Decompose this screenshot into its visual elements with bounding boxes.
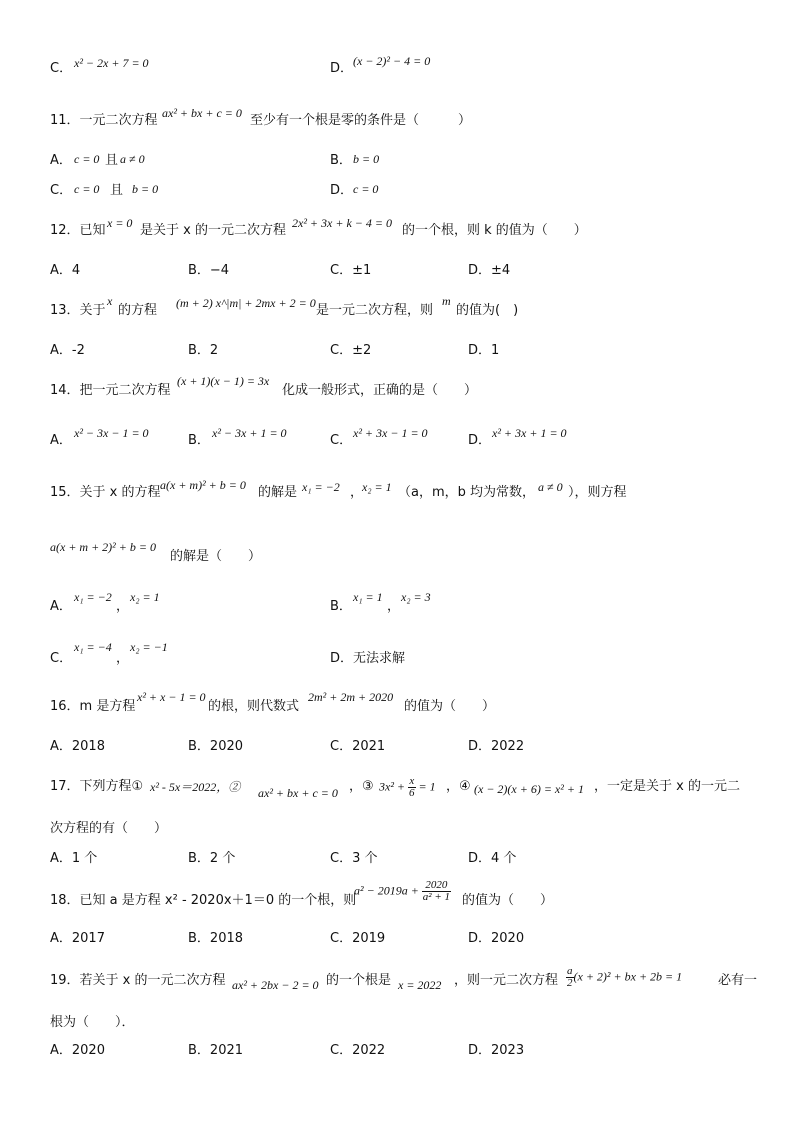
- q12-stem: 12．已知: [50, 223, 106, 238]
- q14-option-b-label: B．: [188, 433, 210, 448]
- q19-fraction: [566, 966, 574, 989]
- q11-option-d-expr: c = 0: [353, 182, 379, 196]
- q18-fraction-num: 2020: [422, 880, 451, 892]
- q18-question: 的值为（ ）: [462, 893, 554, 908]
- q15-option-c-comma: ，: [116, 651, 130, 666]
- q13-var-x: x: [107, 294, 113, 308]
- q19-option-c: C．2022: [330, 1043, 386, 1058]
- q15-tail: ），则方程: [568, 485, 627, 500]
- q12-option-c: C．±1: [330, 263, 372, 278]
- q12-mid: 是关于 x 的一元二次方程: [140, 223, 286, 238]
- q11-question: 至少有一个根是零的条件是（ ）: [250, 113, 472, 128]
- q11-option-c-and: 且: [110, 183, 124, 198]
- q14-equation: (x + 1)(x − 1) = 3x: [177, 374, 270, 388]
- q15-line2-equation: a(x + m + 2)² + b = 0: [50, 540, 156, 554]
- q19-mid: 的一个根是: [326, 973, 392, 988]
- q12-option-d: D．±4: [468, 263, 511, 278]
- q16-option-c: C．2021: [330, 739, 386, 754]
- q17-eq3-part-a: 3x² +: [379, 779, 409, 794]
- q15-option-b-label: B．: [330, 599, 352, 614]
- q18-expression: [354, 880, 451, 903]
- q13-option-b: B．2: [188, 343, 219, 358]
- q15-option-a-v1: x₁ = −2: [74, 590, 112, 604]
- q16-option-a: A．2018: [50, 739, 105, 754]
- q15-option-b-v2: x₂ = 3: [401, 590, 431, 604]
- q15-option-a-comma: ，: [116, 599, 130, 614]
- q15-comma: ，: [350, 485, 364, 500]
- q17-eq3-fraction: [408, 776, 416, 799]
- q15-option-c-label: C．: [50, 651, 73, 666]
- q13-tail2: 的值为( ): [456, 303, 519, 318]
- q13-equation: (m + 2) x^|m| + 2mx + 2 = 0: [176, 296, 316, 310]
- q11-option-c-expr2: b = 0: [132, 182, 159, 196]
- q13-option-d: D．1: [468, 343, 500, 358]
- q17-option-d: D．4 个: [468, 851, 517, 866]
- q11-option-a-and: 且: [105, 153, 119, 168]
- q14-question: 化成一般形式，正确的是（ ）: [282, 383, 478, 398]
- q15-stem: 15．关于 x 的方程: [50, 485, 161, 500]
- q19-fraction-num: a: [567, 965, 573, 977]
- q17-stem: 17．下列方程①: [50, 779, 144, 794]
- q10-option-c-expr: x² − 2x + 7 = 0: [74, 56, 149, 70]
- q10-option-d-expr: (x − 2)² − 4 = 0: [353, 54, 431, 68]
- q17-sep4: ，④: [446, 779, 471, 794]
- q19-root: x = 2022: [398, 978, 442, 992]
- q17-option-a: A．1 个: [50, 851, 98, 866]
- q16-question: 的值为（ ）: [404, 699, 496, 714]
- q19-option-d: D．2023: [468, 1043, 525, 1058]
- q17-tail: ，一定是关于 x 的一元二: [594, 779, 740, 794]
- q18-option-c: C．2019: [330, 931, 386, 946]
- q17-line2: 次方程的有（ ）: [50, 821, 168, 836]
- q12-option-a: A．4: [50, 263, 81, 278]
- q17-eq2: ax² + bx + c = 0: [258, 786, 338, 800]
- q17-eq3: [379, 776, 436, 799]
- q16-stem: 16．m 是方程: [50, 699, 136, 714]
- q16-option-b: B．2020: [188, 739, 244, 754]
- q19-line2: 根为（ ）．: [50, 1015, 135, 1030]
- q17-eq3-fraction-den: 6: [409, 787, 415, 799]
- q10-option-c-label: C．: [50, 61, 73, 76]
- q18-option-b: B．2018: [188, 931, 244, 946]
- q14-option-c-expr: x² + 3x − 1 = 0: [353, 426, 428, 440]
- q18-option-d: D．2020: [468, 931, 525, 946]
- q14-option-c-label: C．: [330, 433, 353, 448]
- q16-mid: 的根，则代数式: [208, 699, 300, 714]
- q11-option-b-expr: b = 0: [353, 152, 380, 166]
- q14-option-d-expr: x² + 3x + 1 = 0: [492, 426, 567, 440]
- q15-option-b-comma: ，: [387, 599, 401, 614]
- q15-sol-x2: x₂ = 1: [362, 480, 392, 494]
- q11-stem: 11．一元二次方程: [50, 113, 158, 128]
- q11-option-d-label: D．: [330, 183, 354, 198]
- q11-option-c-expr: c = 0: [74, 182, 100, 196]
- q15-option-c-v1: x₁ = −4: [74, 640, 112, 654]
- q16-option-d: D．2022: [468, 739, 525, 754]
- q12-question: 的一个根，则 k 的值为（ ）: [402, 223, 587, 238]
- q15-cond: （a，m，b 均为常数，: [398, 485, 536, 500]
- q12-root-expr: x = 0: [107, 216, 133, 230]
- q13-option-c: C．±2: [330, 343, 372, 358]
- q13-mid: 的方程: [118, 303, 158, 318]
- q15-equation: a(x + m)² + b = 0: [160, 478, 246, 492]
- q16-equation: x² + x − 1 = 0: [137, 690, 206, 704]
- q11-option-c-label: C．: [50, 183, 73, 198]
- q15-line2-question: 的解是（ ）: [170, 549, 262, 564]
- q17-eq4: (x − 2)(x + 6) = x² + 1: [474, 782, 584, 796]
- q14-option-b-expr: x² − 3x + 1 = 0: [212, 426, 287, 440]
- q18-fraction: [422, 880, 451, 903]
- q14-option-a-label: A．: [50, 433, 72, 448]
- q11-option-b-label: B．: [330, 153, 352, 168]
- q19-fraction-den: 2: [567, 977, 573, 989]
- q19-option-a: A．2020: [50, 1043, 105, 1058]
- q13-var-m: m: [442, 294, 451, 308]
- q10-option-d-label: D．: [330, 61, 354, 76]
- q14-option-d-label: D．: [468, 433, 492, 448]
- q11-option-a-expr2: a ≠ 0: [120, 152, 145, 166]
- q19-equation2-part: (x + 2)² + bx + 2b = 1: [573, 969, 683, 984]
- q11-equation: ax² + bx + c = 0: [162, 106, 242, 120]
- q19-option-b: B．2021: [188, 1043, 244, 1058]
- q19-equation: ax² + 2bx − 2 = 0: [232, 978, 319, 992]
- q15-cond-expr: a ≠ 0: [538, 480, 563, 494]
- q18-fraction-den: a² + 1: [422, 891, 451, 903]
- q15-option-b-v1: x₁ = 1: [353, 590, 383, 604]
- q14-stem: 14．把一元二次方程: [50, 383, 171, 398]
- q19-stem: 19．若关于 x 的一元二次方程: [50, 973, 226, 988]
- q17-option-c: C．3 个: [330, 851, 378, 866]
- q19-mid2: ，则一元二次方程: [454, 973, 559, 988]
- q12-option-b: B．−4: [188, 263, 230, 278]
- q13-option-a: A．-2: [50, 343, 85, 358]
- q14-option-a-expr: x² − 3x − 1 = 0: [74, 426, 149, 440]
- q17-option-b: B．2 个: [188, 851, 236, 866]
- q13-tail1: 是一元二次方程，则: [316, 303, 434, 318]
- q17-sep3: ，③: [349, 779, 374, 794]
- q19-equation2: [566, 966, 682, 989]
- q11-option-a-expr: c = 0: [74, 152, 100, 166]
- q15-option-c-v2: x₂ = −1: [130, 640, 168, 654]
- q17-eq3-part-b: = 1: [415, 779, 436, 794]
- q17-eq1: x² - 5x＝2022，②: [150, 780, 241, 794]
- q15-option-d: D．无法求解: [330, 651, 406, 666]
- q15-mid: 的解是: [258, 485, 298, 500]
- q18-stem: 18．已知 a 是方程 x² - 2020x＋1＝0 的一个根，则: [50, 893, 357, 908]
- q12-equation: 2x² + 3x + k − 4 = 0: [292, 216, 392, 230]
- q18-option-a: A．2017: [50, 931, 105, 946]
- q16-expression: 2m² + 2m + 2020: [308, 690, 394, 704]
- q13-stem: 13．关于: [50, 303, 106, 318]
- q15-option-a-label: A．: [50, 599, 72, 614]
- q11-option-a-label: A．: [50, 153, 72, 168]
- q19-tail: 必有一: [718, 973, 758, 988]
- q17-eq3-fraction-num: x: [409, 775, 415, 787]
- q18-expression-part: a² − 2019a +: [354, 883, 422, 898]
- q15-option-a-v2: x₂ = 1: [130, 590, 160, 604]
- q15-sol-x1: x₁ = −2: [302, 480, 340, 494]
